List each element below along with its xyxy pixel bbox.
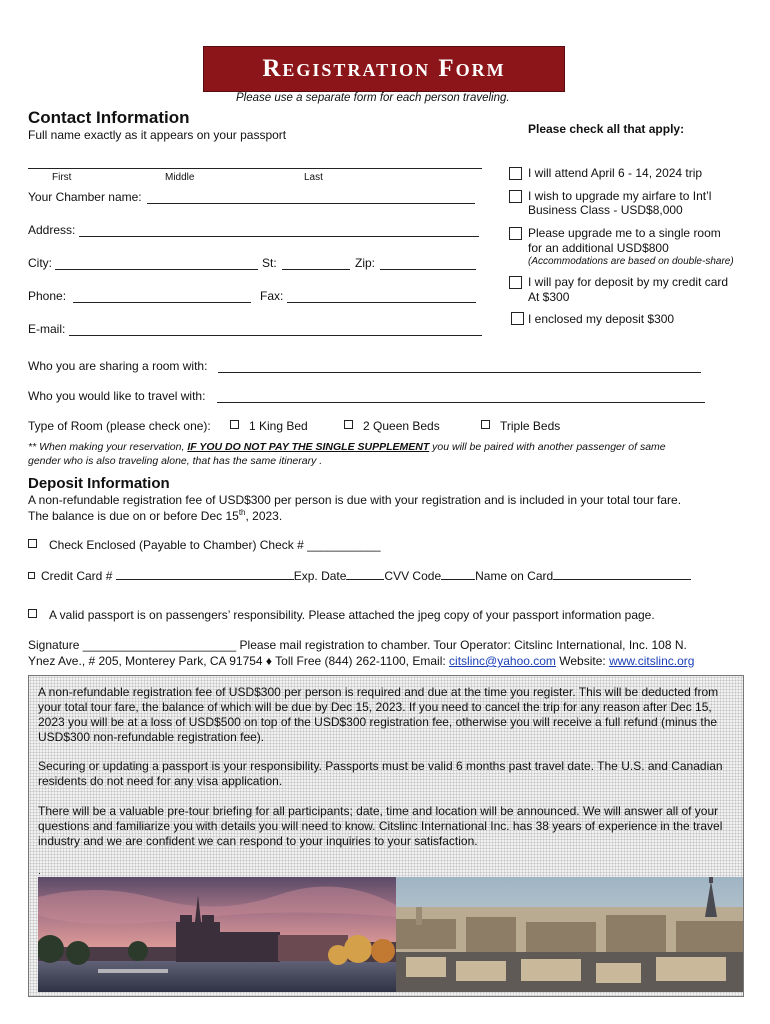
triple-beds-label: Triple Beds [500, 419, 561, 433]
operator-address [28, 654, 694, 668]
city-field[interactable] [55, 269, 258, 270]
deposit-line2 [28, 508, 282, 523]
travel-with-label: Who you would like to travel with: [28, 389, 206, 403]
single-room-label: Please upgrade me to a single room [528, 226, 721, 240]
passport-label: A valid passport is on passengers’ responsibility. Please attached the jpeg copy of your passport information page. [49, 608, 655, 622]
zip-field[interactable] [380, 269, 476, 270]
paris-skyline-photo [396, 877, 743, 992]
chamber-label: Your Chamber name: [28, 190, 142, 204]
king-bed-option[interactable] [230, 419, 308, 433]
queen-beds-label: 2 Queen Beds [363, 419, 440, 433]
note-emphasis: IF YOU DO NOT PAY THE SINGLE SUPPLEMENT [187, 441, 430, 453]
queen-beds-checkbox[interactable] [344, 420, 353, 429]
upgrade-airfare-label-2: Business Class - USD$8,000 [528, 203, 683, 217]
exp-date-label: Exp. Date [293, 569, 347, 583]
terms-paragraph-2: Securing or updating a passport is your responsibility. Passports must be valid 6 months past travel date. The U.S. and Canadian residents do not need for any visa application. [38, 759, 723, 788]
terms-paragraph-3: There will be a valuable pre-tour briefing for all participants; date, time and location will be announced. We will answer all of your questions and familiarize you with details you will need to know. Citslinc International Inc. has 38 years of experience in the travel industry and we are confident we can respond to your inquiries to your satisfaction. [38, 804, 723, 848]
credit-card-row [28, 569, 691, 583]
sharing-field[interactable] [218, 372, 701, 373]
deposit-line2-a: The balance is due on or before Dec 15 [28, 509, 239, 523]
passport-checkbox[interactable] [28, 609, 37, 618]
king-bed-checkbox[interactable] [230, 420, 239, 429]
website-link[interactable]: www.citslinc.org [609, 654, 695, 668]
sharing-label: Who you are sharing a room with: [28, 359, 208, 373]
single-room-checkbox[interactable] [509, 227, 522, 240]
middle-name-label: Middle [165, 172, 195, 183]
email-label: E-mail: [28, 322, 66, 336]
credit-card-label: Credit Card # [41, 569, 113, 583]
address-field[interactable] [79, 236, 479, 237]
triple-beds-checkbox[interactable] [481, 420, 490, 429]
notice-dot: . [38, 866, 41, 877]
single-supplement-note-2: gender who is also traveling alone, that has the same itinerary . [28, 455, 323, 467]
city-label: City: [28, 256, 52, 270]
name-on-card-label: Name on Card [475, 569, 554, 583]
signature-line: Signature _______________________ Please mail registration to chamber. Tour Operator: Citslinc International, Inc. 108 N. [28, 638, 687, 652]
operator-address-text: Ynez Ave., # 205, Monterey Park, CA 91754 ♦ Toll Free (844) 262-1100, Email: [28, 654, 450, 668]
accommodation-note: (Accommodations are based on double-share) [528, 256, 734, 267]
state-label: St: [262, 256, 277, 270]
zip-label: Zip: [355, 256, 376, 270]
check-enclosed-label: Check Enclosed (Payable to Chamber) Check # ___________ [49, 538, 381, 552]
phone-field[interactable] [73, 302, 251, 303]
credit-deposit-label-2: At $300 [528, 290, 570, 304]
terms-paragraph-1: A non-refundable registration fee of USD$300 per person is required and due at the time you register. This will be deducted from your total tour fare, the balance of which will be due by Dec 15, 2023. If you need to cancel the trip for any reason after Dec 15, 2023 you will be at a loss of USD$500 on top of the USD$300 registration fee, otherwise you will receive a full refund (minus the USD$300 non-refundable registration fee). [38, 685, 719, 744]
website-label: Website: [555, 654, 610, 668]
deposit-heading: Deposit Information [28, 475, 170, 492]
fullname-field[interactable] [28, 168, 482, 169]
exp-date-field[interactable] [346, 569, 384, 580]
cvv-label: CVV Code [384, 569, 442, 583]
credit-deposit-label: I will pay for deposit by my credit card [528, 275, 729, 289]
chamber-field[interactable] [147, 203, 475, 204]
fax-label: Fax: [260, 289, 284, 303]
last-name-label: Last [304, 172, 323, 183]
email-field[interactable] [69, 335, 482, 336]
upgrade-airfare-checkbox[interactable] [509, 190, 522, 203]
contact-heading: Contact Information [28, 108, 190, 127]
note-suffix: you will be paired with another passenger of same [429, 441, 666, 453]
name-on-card-field[interactable] [553, 569, 691, 580]
passport-option[interactable] [28, 608, 655, 622]
single-supplement-note [28, 441, 666, 453]
credit-card-field[interactable] [116, 569, 294, 580]
notre-dame-photo [38, 877, 396, 992]
form-title: Registration Form [203, 46, 565, 92]
fax-field[interactable] [287, 302, 476, 303]
address-label: Address: [28, 223, 76, 237]
king-bed-label: 1 King Bed [249, 419, 308, 433]
deposit-line1: A non-refundable registration fee of USD$300 per person is due with your registration and is included in your total tour fare. [28, 493, 682, 507]
form-subtitle: Please use a separate form for each person traveling. [236, 92, 510, 104]
triple-beds-option[interactable] [481, 419, 560, 433]
travel-with-field[interactable] [217, 402, 705, 403]
room-type-label: Type of Room (please check one): [28, 419, 211, 433]
attend-checkbox[interactable] [509, 167, 522, 180]
state-field[interactable] [282, 269, 350, 270]
credit-deposit-checkbox[interactable] [509, 276, 522, 289]
deposit-line2-sup: th [238, 508, 246, 517]
enclosed-deposit-checkbox[interactable] [511, 312, 524, 325]
check-enclosed-option[interactable] [28, 538, 381, 552]
upgrade-airfare-label: I wish to upgrade my airfare to Int’l [528, 189, 712, 203]
first-name-label: First [52, 172, 72, 183]
single-room-label-2: for an additional USD$800 [528, 241, 669, 255]
queen-beds-option[interactable] [344, 419, 440, 433]
check-enclosed-checkbox[interactable] [28, 539, 37, 548]
email-link[interactable]: citslinc@yahoo.com [449, 654, 556, 668]
cvv-field[interactable] [441, 569, 475, 580]
checks-heading: Please check all that apply: [528, 122, 685, 136]
credit-card-checkbox[interactable] [28, 572, 35, 579]
attend-label: I will attend April 6 - 14, 2024 trip [528, 166, 703, 180]
fullname-label: Full name exactly as it appears on your passport [28, 128, 287, 142]
note-prefix: ** When making your reservation, [28, 441, 188, 453]
deposit-line2-b: , 2023. [245, 509, 283, 523]
enclosed-deposit-label: I enclosed my deposit $300 [528, 312, 675, 326]
phone-label: Phone: [28, 289, 67, 303]
